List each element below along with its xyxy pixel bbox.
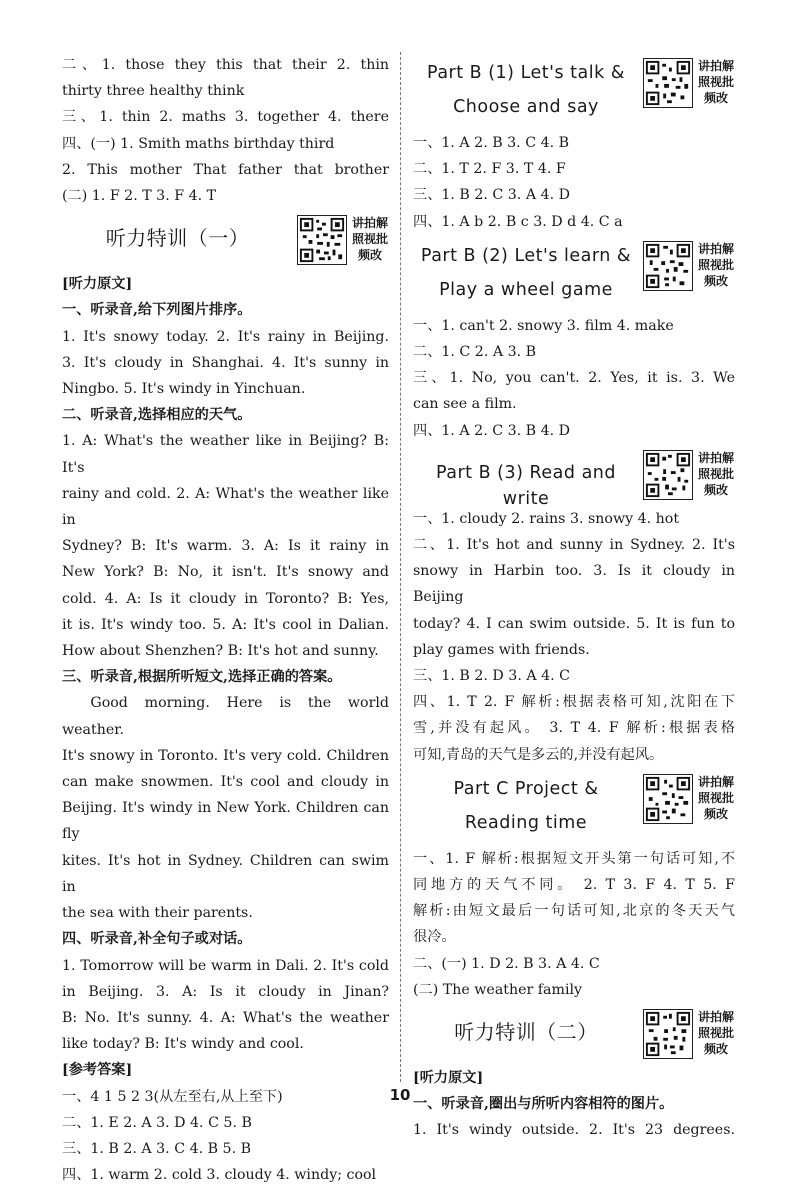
- section-title: [413, 772, 639, 840]
- answer-line: 可知,青岛的天气是多云的,并没有起风。: [413, 746, 664, 763]
- answer-line: 三、1. thin 2. maths 3. together 4. there: [62, 109, 389, 126]
- qr-code-icon: [643, 450, 693, 500]
- answer-line: 同地方的天气不同。 2. T 3. F 4. T 5. F: [413, 877, 735, 894]
- answer-line: can see a film.: [413, 396, 517, 413]
- section-header: [413, 239, 735, 311]
- text-line: kites. It's hot in Sydney. Children can swim in: [62, 852, 389, 895]
- text-line: like today? B: It's windy and cool.: [62, 1036, 304, 1053]
- section-header: [62, 213, 389, 269]
- answer-line: 二、1. those they this that their 2. thin: [62, 57, 389, 73]
- section-header: [413, 448, 735, 510]
- answer-line: 二、1. T 2. F 3. T 4. F: [413, 161, 566, 178]
- text-line: rainy and cold. 2. A: What's the weather like in: [62, 485, 389, 529]
- qr-code-icon: [643, 58, 693, 108]
- section-title: [413, 239, 639, 307]
- qr-caption: 讲拍解照视批频改: [698, 450, 735, 497]
- qr-caption: 讲拍解照视批频改: [698, 59, 735, 105]
- answer-line: 一、1. cloudy 2. rains 3. snowy 4. hot: [413, 510, 680, 527]
- section-title: 听力特训（一）: [105, 226, 250, 251]
- text-line: 1. It's windy outside. 2. It's 23 degrees.: [413, 1122, 735, 1139]
- text-line: Beijing. It's windy in New York. Children can fly: [62, 800, 389, 843]
- text-line: can make snowmen. It's cool and cloudy in: [62, 774, 389, 791]
- left-column: [62, 52, 389, 1188]
- answer-line: 四、1. T 2. F 解析:根据表格可知,沈阳在下: [413, 694, 735, 711]
- answer-line: 四、1. A b 2. B c 3. D d 4. C a: [413, 213, 623, 230]
- text-line: B: No. It's sunny. 4. A: What's the weather: [62, 1009, 389, 1026]
- qr-code-block: [643, 58, 735, 108]
- page-number: 10: [389, 1086, 411, 1104]
- answer-line: 二、(一) 1. D 2. B 3. A 4. C: [413, 955, 600, 972]
- qr-code-icon: [643, 774, 693, 824]
- section-title-line: Reading time: [464, 812, 588, 833]
- answer-line: thirty three healthy think: [62, 83, 245, 100]
- part-heading: 三、听录音,根据所听短文,选择正确的答案。: [62, 669, 342, 686]
- answer-line: (二) 1. F 2. T 3. F 4. T: [62, 188, 217, 205]
- section-title-line: Part C Project &: [453, 778, 599, 799]
- transcript-label: [听力原文]: [62, 276, 133, 293]
- part-heading: 一、听录音,给下列图片排序。: [62, 302, 252, 319]
- text-line: It's snowy in Toronto. It's very cold. Children: [62, 747, 389, 764]
- text-line: Sydney? B: It's warm. 3. A: Is it rainy in: [62, 538, 389, 555]
- section-title-line: Part B (1) Let's talk &: [427, 63, 625, 83]
- qr-code-icon: [643, 1009, 693, 1059]
- section-title: Part B (3) Read and write: [436, 462, 616, 510]
- text-line: Ningbo. 5. It's windy in Yinchuan.: [62, 381, 306, 398]
- qr-code-block: [643, 241, 735, 291]
- answer-line: 解析:由短文最后一句话可知,北京的冬天天气: [413, 903, 735, 920]
- answer-line: snowy in Harbin too. 3. Is it cloudy in Beijing: [413, 563, 735, 606]
- transcript-label: [听力原文]: [413, 1070, 484, 1087]
- answer-line: 一、1. can't 2. snowy 3. film 4. make: [413, 317, 674, 334]
- answer-line: 一、1. F 解析:根据短文开头第一句话可知,不: [413, 850, 735, 867]
- qr-caption: 讲拍解照视批频改: [698, 774, 735, 821]
- section-title: 听力特训（二）: [454, 1020, 598, 1045]
- qr-code-block: [297, 215, 389, 265]
- answer-line: 二、1. E 2. A 3. D 4. C 5. B: [62, 1114, 252, 1131]
- column-divider: [400, 52, 401, 1082]
- answer-line: 雪,并没有起风。 3. T 4. F 解析:根据表格: [413, 720, 735, 737]
- text-line: it is. It's windy too. 5. A: It's cool in Dalian.: [62, 616, 389, 633]
- answer-line: 2. This mother That father that brother: [62, 161, 389, 178]
- section-title: [413, 56, 639, 124]
- section-header: [413, 56, 735, 128]
- answer-line: 四、1. warm 2. cold 3. cloudy 4. windy; cool: [62, 1167, 377, 1184]
- answer-line: 一、1. A 2. B 3. C 4. B: [413, 135, 570, 151]
- section-header: [413, 772, 735, 844]
- answer-line: 三、1. B 2. A 3. C 4. B 5. B: [62, 1140, 252, 1157]
- qr-caption: 讲拍解照视批频改: [698, 1010, 735, 1057]
- text-line: 1. It's snowy today. 2. It's rainy in Beijing.: [62, 328, 389, 345]
- qr-code-block: [643, 774, 735, 824]
- section-title-line: Choose and say: [453, 97, 599, 117]
- answer-line: 三、1. B 2. D 3. A 4. C: [413, 668, 570, 685]
- text-line: 1. Tomorrow will be warm in Dali. 2. It's cold: [62, 957, 389, 974]
- right-column: [413, 52, 735, 1144]
- qr-caption: 讲拍解照视批频改: [698, 241, 735, 288]
- answer-line: (二) The weather family: [413, 981, 583, 998]
- answer-line: 二、1. C 2. A 3. B: [413, 344, 537, 361]
- answers-label: [参考答案]: [62, 1062, 133, 1079]
- text-line: 3. It's cloudy in Shanghai. 4. It's sunny in: [62, 354, 389, 371]
- text-line: New York? B: No, it isn't. It's snowy and: [62, 564, 389, 581]
- qr-code-icon: [643, 241, 693, 291]
- part-heading: 二、听录音,选择相应的天气。: [62, 407, 252, 424]
- answer-line: 三、1. B 2. C 3. A 4. D: [413, 187, 570, 204]
- answer-line: 一、4 1 5 2 3(从左至右,从上至下): [62, 1088, 283, 1105]
- answer-line: today? 4. I can swim outside. 5. It is fun to: [413, 615, 735, 632]
- qr-code-icon: [297, 215, 347, 265]
- text-line: cold. 4. A: Is it cloudy in Toronto? B: Yes,: [62, 590, 389, 607]
- answer-line: 三、1. No, you can't. 2. Yes, it is. 3. We: [413, 370, 735, 387]
- section-header: [413, 1007, 735, 1063]
- text-line: How about Shenzhen? B: It's hot and sunny.: [62, 643, 379, 660]
- answer-line: 四、1. A 2. C 3. B 4. D: [413, 422, 570, 439]
- qr-code-block: [643, 450, 735, 500]
- section-title-line: Play a wheel game: [439, 279, 613, 300]
- section-title-line: Part B (2) Let's learn &: [420, 245, 632, 266]
- qr-code-block: [643, 1009, 735, 1059]
- answer-line: play games with friends.: [413, 641, 590, 658]
- part-heading: 一、听录音,圈出与所听内容相符的图片。: [413, 1096, 674, 1113]
- part-heading: 四、听录音,补全句子或对话。: [62, 931, 252, 948]
- text-line: Good morning. Here is the world weather.: [62, 695, 389, 738]
- qr-caption: 讲拍解照视批频改: [352, 216, 389, 263]
- text-line: in Beijing. 3. A: Is it cloudy in Jinan?: [62, 983, 389, 1000]
- answer-line: 二、1. It's hot and sunny in Sydney. 2. It's: [413, 537, 735, 554]
- answer-line: 很冷。: [413, 929, 456, 946]
- answer-line: 四、(一) 1. Smith maths birthday third: [62, 135, 335, 152]
- text-line: the sea with their parents.: [62, 905, 253, 922]
- text-line: 1. A: What's the weather like in Beijing? B: It's: [62, 433, 389, 476]
